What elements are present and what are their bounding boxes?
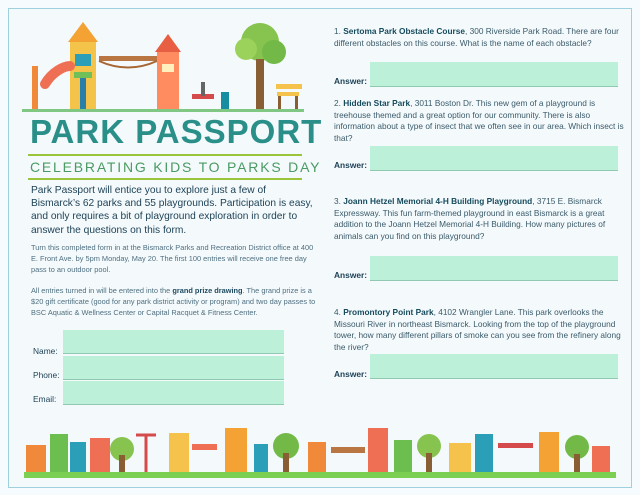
page-title: PARK PASSPORT	[30, 113, 323, 150]
intro-text: Park Passport will entice you to explore just a few of Bismarck’s 62 parks and 55 playgrounds. Participation is easy, and only requires a bit of playground exploration in order to answer the questions on this form.	[31, 185, 313, 236]
question-2-text: , 3011 Boston Dr. This new gem of a playground is treehouse themed and a great option for our community. There is also information about a type of insect that we often see in our area. Which insect is that?	[334, 98, 624, 143]
answer-2-input[interactable]	[370, 146, 618, 171]
phone-input[interactable]	[63, 356, 284, 380]
answer-1-input[interactable]	[370, 62, 618, 87]
phone-label: Phone:	[33, 370, 60, 380]
question-2	[334, 98, 624, 144]
answer-3-input[interactable]	[370, 256, 618, 281]
answer-2-label: Answer:	[334, 160, 368, 170]
question-4	[334, 307, 624, 353]
name-input[interactable]	[63, 330, 284, 354]
question-1-park: Sertoma Park Obstacle Course	[343, 26, 465, 36]
question-1-text: , 300 Riverside Park Road. There are four different obstacles on this course. What is the name of each obstacle?	[334, 26, 619, 48]
question-2-number: 2.	[334, 98, 341, 108]
question-3-number: 3.	[334, 196, 341, 206]
answer-3-label: Answer:	[334, 270, 368, 280]
question-3-park: Joann Hetzel Memorial 4-H Building Playground	[343, 196, 533, 206]
question-4-park: Promontory Point Park	[343, 307, 434, 317]
title-divider-top	[28, 154, 302, 156]
turn-in-instructions: Turn this completed form in at the Bismarck Parks and Recreation District office at 400 E. Front Ave. by 5pm Monday, May 20. The first 100 entries will receive one free day pass to an outdoor pool.	[31, 243, 314, 274]
grand-prize-highlight: grand prize drawing	[172, 286, 243, 295]
question-3-text: , 3715 E. Bismarck Expressway. This fun farm-themed playground in east Bismarck is a great addition to the Joann Hetzel Memorial 4-H Building. How many pictures of animals can you find on this playground?	[334, 196, 606, 241]
grass-line	[24, 474, 616, 478]
question-1	[334, 26, 624, 49]
email-label: Email:	[33, 394, 57, 404]
grand-prize-suffix: . The grand prize is a $20 gift certificate (good for any park district activity or program) and two day passes to BSC Aquatic & Wellness Center or Capital Racquet & Fitness Center.	[31, 286, 316, 317]
page-subtitle: CELEBRATING KIDS TO PARKS DAY	[30, 159, 322, 175]
question-4-number: 4.	[334, 307, 341, 317]
playground-illustration	[22, 14, 304, 114]
title-divider-bottom	[28, 178, 302, 180]
question-4-text: , 4102 Wrangler Lane. This park overlooks the Missouri River in northeast Bismarck. Looking from the top of the playground tower, how many different pillars of smoke can you see from the refinery along the river?	[334, 307, 621, 352]
question-1-number: 1.	[334, 26, 341, 36]
answer-1-label: Answer:	[334, 76, 368, 86]
question-2-park: Hidden Star Park	[343, 98, 411, 108]
bottom-playground-border	[24, 410, 616, 480]
name-label: Name:	[33, 346, 58, 356]
question-3	[334, 196, 624, 242]
grand-prize-prefix: All entries turned in will be entered into the	[31, 286, 171, 295]
email-input[interactable]	[63, 381, 284, 405]
grand-prize-text	[31, 286, 316, 318]
answer-4-input[interactable]	[370, 354, 618, 379]
answer-4-label: Answer:	[334, 369, 368, 379]
